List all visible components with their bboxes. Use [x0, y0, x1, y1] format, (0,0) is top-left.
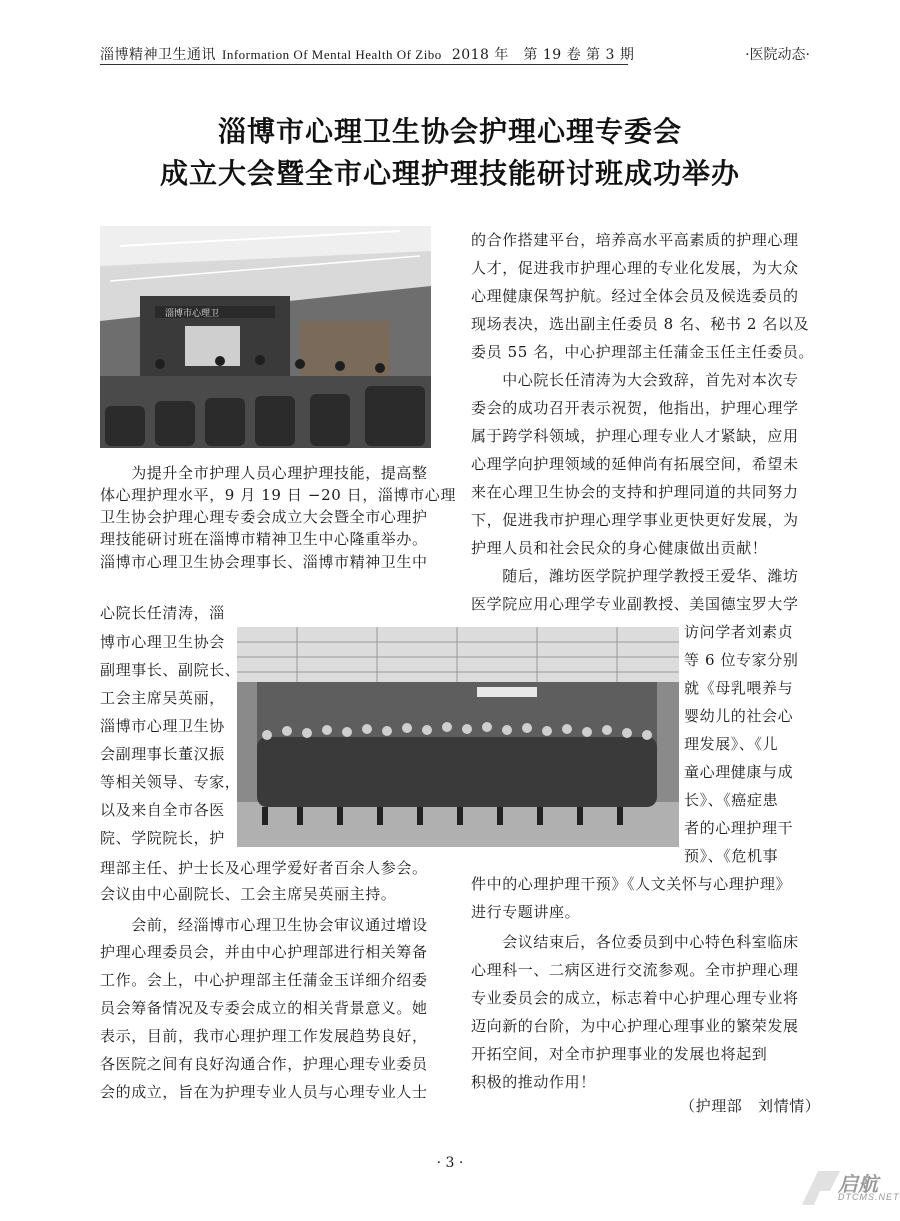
right-text-line: 心理科一、二病区进行交流参观。全市护理心理	[471, 961, 799, 979]
right-text-line: 访问学者刘素贞	[684, 623, 794, 641]
section-label: ·医院动态·	[745, 47, 810, 63]
left-text-line: 等相关领导、专家，	[100, 773, 241, 791]
left-text-line: 理部主任、护士长及心理学爱好者百余人参会。	[100, 859, 428, 877]
right-text-line: 现场表决，选出副主任委员 8 名、秘书 2 名以及	[471, 315, 810, 333]
right-text-line: 委会的成功召开表示祝贺，他指出，护理心理学	[471, 399, 799, 417]
conference-hall-photo	[100, 226, 431, 448]
right-text-line: 件中的心理护理干预》《人文关怀与心理护理》	[471, 875, 792, 893]
right-text-line: 长》、《癌症患	[684, 791, 779, 809]
left-text-line: 为提升全市护理人员心理护理技能，提高整	[100, 464, 428, 482]
article-title-line1: 淄博市心理卫生协会护理心理专委会	[217, 115, 682, 148]
left-text-line: 博市心理卫生协会	[100, 633, 225, 651]
watermark-subtext: DTCMS.NET	[838, 1192, 900, 1202]
left-text-line: 以及来自全市各医	[100, 801, 225, 819]
article-title-line2: 成立大会暨全市心理护理技能研讨班成功举办	[159, 157, 740, 190]
page-number: · 3 ·	[436, 1155, 464, 1171]
right-text-line: 就《母乳喂养与	[684, 679, 794, 697]
left-text-line: 工作。会上，中心护理部主任蒲金玉详细介绍委	[100, 971, 428, 989]
journal-title-en: Information Of Mental Health Of Zibo	[222, 47, 442, 62]
right-text-line: 中心院长任清涛为大会致辞，首先对本次专	[471, 371, 799, 389]
left-text-line: 院、学院院长，护	[100, 829, 225, 847]
right-text-line: 专业委员会的成立，标志着中心护理心理专业将	[471, 989, 799, 1007]
left-text-line: 工会主席吴英丽，	[100, 689, 225, 707]
left-text-line: 淄博市心理卫生协会理事长、淄博市精神卫生中	[100, 553, 428, 571]
right-text-line: 等 6 位专家分别	[684, 651, 799, 669]
right-text-line: 人才，促进我市护理心理的专业化发展，为大众	[471, 259, 799, 277]
right-text-line: 医学院应用心理学专业副教授、美国德宝罗大学	[471, 595, 799, 613]
left-text-line: 员会筹备情况及专委会成立的相关背景意义。她	[100, 999, 428, 1017]
group-photo	[237, 627, 679, 847]
right-text-line: 委员 55 名，中心护理部主任蒲金玉任主任委员。	[471, 343, 815, 361]
header-rule	[100, 64, 628, 65]
right-text-line: 积极的推动作用！	[471, 1073, 596, 1091]
left-text-line: 淄博市心理卫生协	[100, 717, 225, 735]
right-text-line: 来在心理卫生协会的支持和护理同道的共同努力	[471, 483, 799, 501]
left-text-line: 表示，目前，我市心理护理工作发展趋势良好，	[100, 1027, 428, 1045]
right-text-line: 开拓空间，对全市护理事业的发展也将起到	[471, 1045, 768, 1063]
left-text-line: 心院长任清涛，淄	[100, 604, 225, 622]
right-text-line: 预》、《危机事	[684, 847, 779, 865]
right-text-line: 理发展》、《儿	[684, 735, 779, 753]
left-text-line: 会议由中心副院长、工会主席吴英丽主持。	[100, 885, 397, 903]
left-text-line: 卫生协会护理心理专委会成立大会暨全市心理护	[100, 508, 428, 526]
right-text-line: 婴幼儿的社会心	[684, 707, 794, 725]
right-text-line: 会议结束后，各位委员到中心特色科室临床	[471, 933, 799, 951]
right-text-line: 童心理健康与成	[684, 763, 794, 781]
stage-banner-text: 淄博市心理卫	[165, 309, 220, 319]
right-text-line: 者的心理护理干	[684, 819, 794, 837]
right-text-line: 随后，潍坊医学院护理学教授王爱华、潍坊	[471, 567, 799, 585]
left-text-line: 会前，经淄博市心理卫生协会审议通过增设	[100, 916, 428, 934]
left-text-line: 护理心理委员会，并由中心护理部进行相关筹备	[100, 943, 428, 961]
right-text-line: 迈向新的台阶，为中心护理心理事业的繁荣发展	[471, 1017, 799, 1035]
watermark-text: 启航	[838, 1174, 878, 1196]
left-text-line: 会副理事长董汉振	[100, 745, 225, 763]
right-text-line: 下，促进我市护理心理学事业更快更好发展，为	[471, 511, 799, 529]
journal-title-cn: 淄博精神卫生通讯	[100, 47, 216, 63]
right-text-line: 属于跨学科领域，护理心理专业人才紧缺，应用	[471, 427, 799, 445]
left-text-line: 会的成立，旨在为护理专业人员与心理专业人士	[100, 1083, 428, 1101]
right-text-line: 进行专题讲座。	[471, 903, 581, 921]
left-text-line: 体心理护理水平，9 月 19 日 −20 日，淄博市心理	[100, 486, 456, 504]
right-text-line: 护理人员和社会民众的身心健康做出贡献！	[471, 539, 768, 557]
right-text-line: 的合作搭建平台，培养高水平高素质的护理心理	[471, 231, 799, 249]
journal-name	[100, 44, 634, 64]
right-text-line: 心理学向护理领域的延伸尚有拓展空间，希望未	[471, 455, 799, 473]
left-text-line: 副理事长、副院长、	[100, 661, 241, 679]
issue-info: 2018 年 第 19 卷 第 3 期	[451, 47, 635, 63]
byline: （护理部 刘情情）	[680, 1097, 821, 1115]
running-header	[100, 40, 810, 66]
left-text-line: 各医院之间有良好沟通合作，护理心理专业委员	[100, 1055, 428, 1073]
right-text-line: 心理健康保驾护航。经过全体会员及候选委员的	[471, 287, 799, 305]
left-text-line: 理技能研讨班在淄博市精神卫生中心隆重举办。	[100, 530, 428, 548]
